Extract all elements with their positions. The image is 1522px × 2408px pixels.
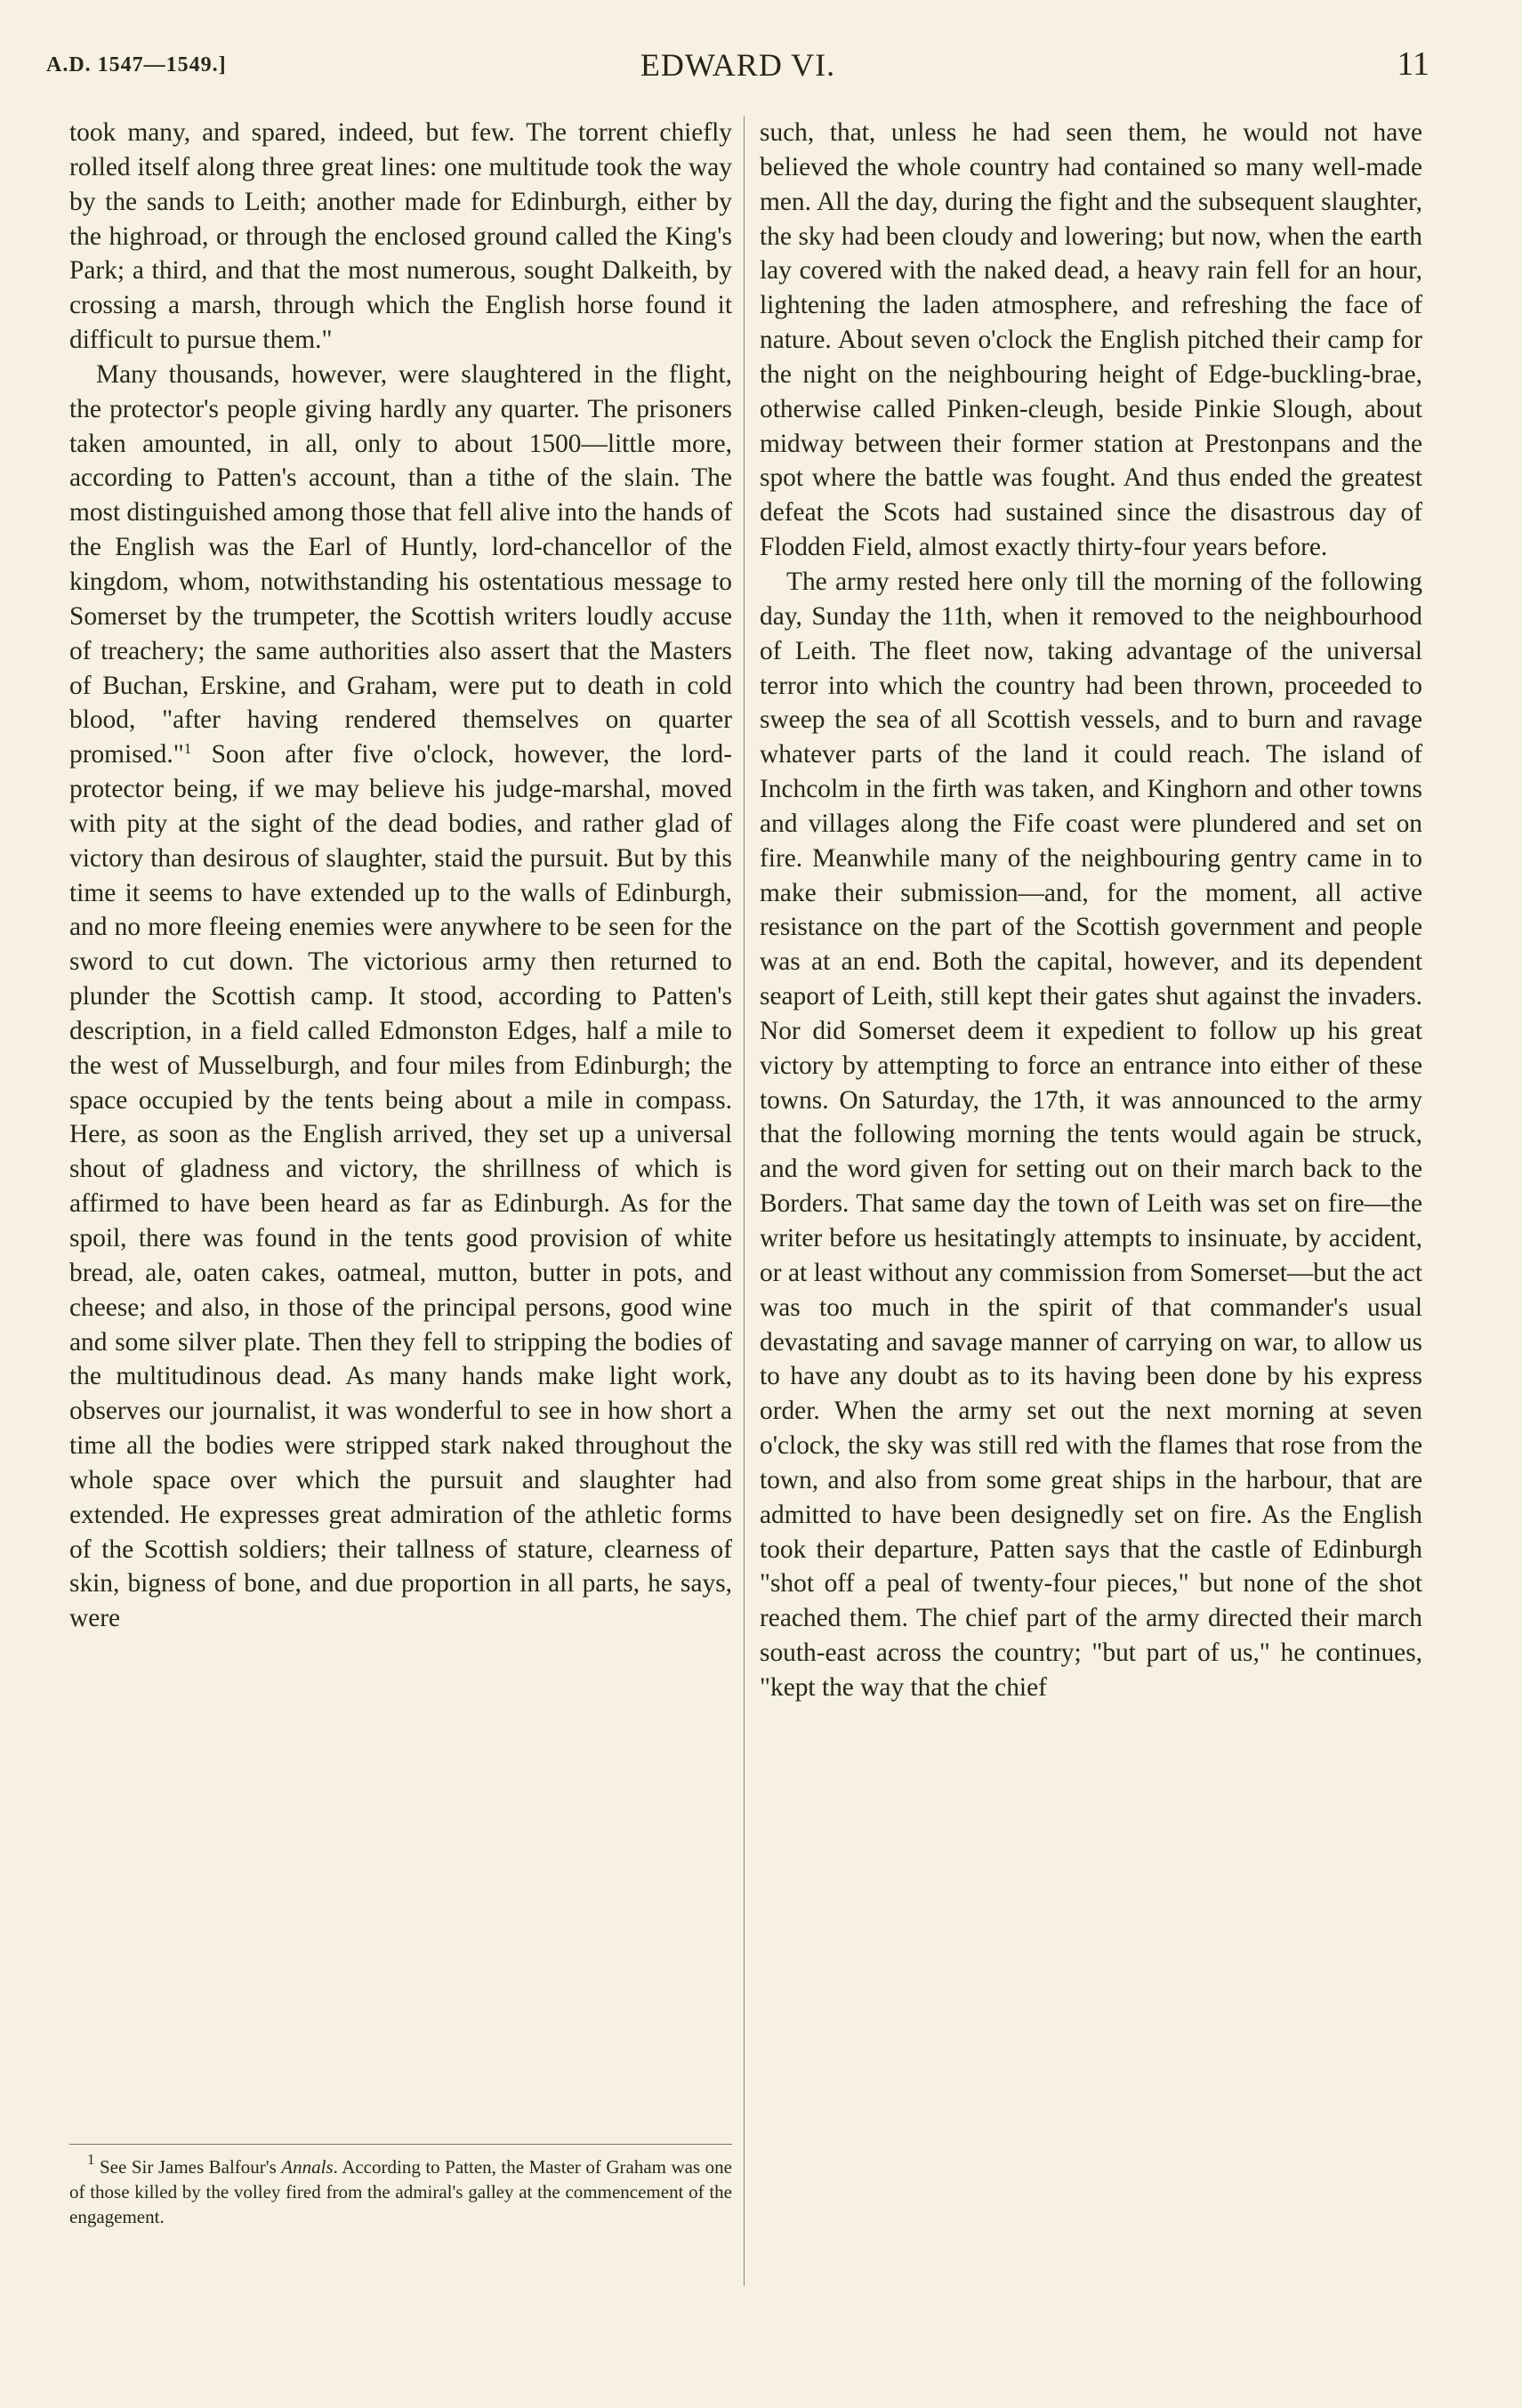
footnote-marker: 1 (87, 2151, 95, 2168)
footnote-reference: 1 (183, 740, 192, 758)
footnote-source-title: Annals (281, 2156, 334, 2178)
running-head (46, 46, 1429, 91)
date-range-header: A.D. 1547—1549.] (46, 53, 227, 77)
chapter-title-header: EDWARD VI. (640, 47, 836, 83)
paragraph: took many, and spared, indeed, but few. The torrent chiefly rolled itself along three great lines: one multitude took the way by the sands to Leith; another made for Edinburgh, either by the highroad, or through the enclosed ground called the King's Park; a third, and that the most numerous, sought Dalkeith, by crossing a marsh, through which the English horse found it difficult to pursue them." (69, 118, 732, 355)
paragraph-text: Soon after five o'clock, however, the lord-protector being, if we may believe his judge-marshal, moved with pity at the sight of the dead bodies, and rather glad of victory than desirous of slaughter, staid the pursuit. But by this time it seems to have extended up to the walls of Edinburgh, and no more fleeing enemies were anywhere to be seen for the sword to cut down. The victorious army then returned to plunder the Scottish camp. It stood, according to Patten's description, in a field called Edmonston Edges, half a mile to the west of Musselburgh, and four miles from Edinburgh; the space occupied by the tents being about a mile in compass. Here, as soon as the English arrived, they set up a universal shout of gladness and victory, the shrillness of which is affirmed to have been heard as far as Edinburgh. As for the spoil, there was found in the tents good provision of white bread, ale, oaten cakes, oatmeal, mutton, butter in pots, and cheese; and also, in those of the principal persons, good wine and some silver plate. Then they fell to stripping the bodies of the multitudinous dead. As many hands make light work, observes our journalist, it was wonderful to see in how short a time all the bodies were stripped stark naked throughout the whole space over which the pursuit and slaughter had extended. He expresses great admiration of the athletic forms of the Scottish soldiers; their tallness of stature, clearness of skin, bigness of bone, and due proportion in all parts, he says, were (69, 740, 732, 1633)
paragraph: such, that, unless he had seen them, he would not have believed the whole country had contained so many well-made men. All the day, during the fight and the subsequent slaughter, the sky had been cloudy and lowering; but now, when the earth lay covered with the naked dead, a heavy rain fell for an hour, lightening the laden atmosphere, and refreshing the face of nature. About seven o'clock the English pitched their camp for the night on the neighbouring height of Edge-buckling-brae, otherwise called Pinken-cleugh, beside Pinkie Slough, about midway between their former station at Prestonpans and the spot where the battle was fought. And thus ended the greatest defeat the Scots had sustained since the disastrous day of Flodden Field, almost exactly thirty-four years before. (760, 118, 1422, 562)
footnote-rule (69, 2144, 732, 2145)
paragraph: The army rested here only till the morning of the following day, Sunday the 11th, when it removed to the neighbourhood of Leith. The fleet now, taking advantage of the universal terror into which the country had been thrown, proceeded to sweep the sea of all Scottish vessels, and to burn and ravage whatever parts of the land it could reach. The island of Inchcolm in the firth was taken, and Kinghorn and other towns and villages along the Fife coast were plundered and set on fire. Meanwhile many of the neighbouring gentry came in to make their submission—and, for the moment, all active resistance on the part of the Scottish government and people was at an end. Both the capital, however, and its dependent seaport of Leith, still kept their gates shut against the invaders. Nor did Somerset deem it expedient to follow up his great victory by attempting to force an entrance into either of these towns. On Saturday, the 17th, it was announced to the army that the following morning the tents would again be struck, and the word given for setting out on their march back to the Borders. That same day the town of Leith was set on fire—the writer before us hesitatingly attempts to insinuate, by accident, or at least without any commission from Somerset—but the act was too much in the spirit of that commander's usual devastating and savage manner of carrying on war, to allow us to have any doubt as to its having been done by his express order. When the army set out the next morning at seven o'clock, the sky was still red with the flames that rose from the town, and also from some great ships in the harbour, that are admitted to have been designedly set on fire. As the English took their departure, Patten says that the castle of Edinburgh "shot off a peal of twenty-four pieces," but none of the shot reached them. The chief part of the army directed their march south-east across the country; "but part of us," he continues, "kept the way that the chief (760, 567, 1422, 1702)
left-column (69, 116, 732, 1636)
column-divider (744, 116, 745, 2286)
footnote (69, 2151, 732, 2229)
footnote-text: . According to Patten, the Master of Graham was one of those killed by the volley fired from the admiral's galley at the commencement of the engagement. (69, 2156, 732, 2227)
paragraph-text: Many thousands, however, were slaughtered in the flight, the protector's people giving hardly any quarter. The prisoners taken amounted, in all, only to about 1500—little more, according to Patten's account, than a tithe of the slain. The most distinguished among those that fell alive into the hands of the English was the Earl of Huntly, lord-chancellor of the kingdom, whom, notwithstanding his ostentatious message to Somerset by the trumpeter, the Scottish writers loudly accuse of treachery; the same authorities also assert that the Masters of Buchan, Erskine, and Graham, were put to death in cold blood, "after having rendered themselves on quarter promised." (69, 359, 732, 769)
page-number: 11 (1397, 45, 1429, 83)
right-column (760, 116, 1422, 1705)
paragraph (69, 358, 732, 1636)
footnote-text: See Sir James Balfour's (94, 2156, 282, 2178)
